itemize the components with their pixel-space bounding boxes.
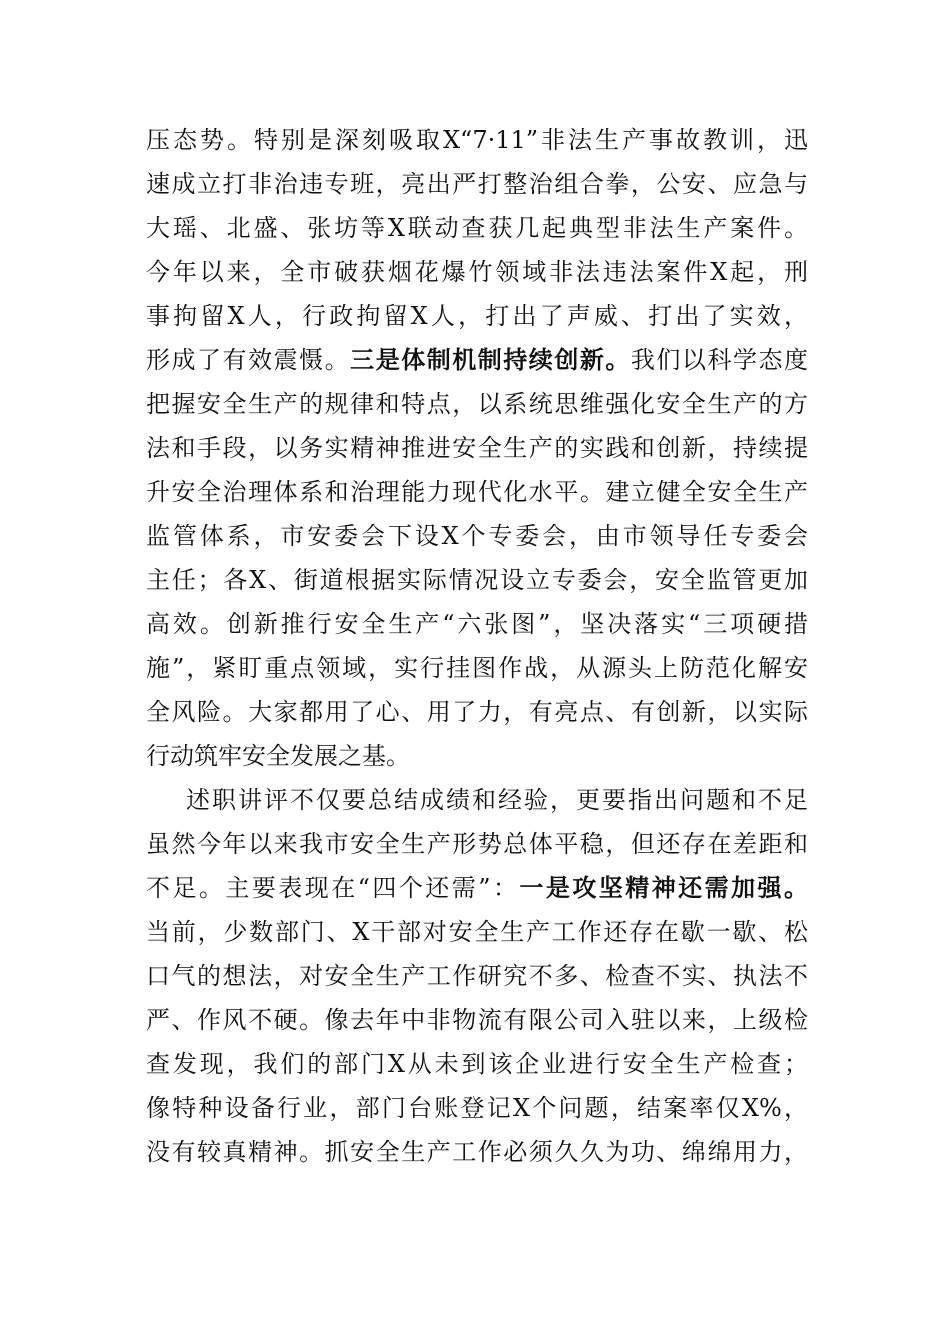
text-line: 查发现，我们的部门X从未到该企业进行安全生产检查； [146, 1050, 808, 1078]
text-line: 大瑶、北盛、张坊等X联动查获几起典型非法生产案件。 [146, 214, 808, 242]
text-line: 主任；各X、街道根据实际情况设立专委会，安全监管更加 [146, 566, 808, 594]
paragraph-first-line: 述职讲评不仅要总结成绩和经验，更要指出问题和不足 [186, 786, 808, 814]
text-line: 口气的想法，对安全生产工作研究不多、检查不实、执法不 [146, 962, 808, 990]
text-line: 当前，少数部门、X干部对安全生产工作还存在歇一歇、松 [146, 918, 808, 946]
text-line: 行动筑牢安全发展之基。 [146, 742, 410, 770]
text-line: 今年以来，全市破获烟花爆竹领域非法违法案件X起，刑 [146, 258, 808, 286]
text-line: 速成立打非治违专班，亮出严打整治组合拳，公安、应急与 [146, 170, 808, 198]
text-line: 把握安全生产的规律和特点，以系统思维强化安全生产的方 [146, 390, 808, 418]
emphasis-heading: 一是攻坚精神还需加强。 [519, 873, 809, 902]
text-line: 全风险。大家都用了心、用了力，有亮点、有创新，以实际 [146, 698, 808, 726]
text-line: 像特种设备行业，部门台账登记X个问题，结案率仅X%， [146, 1094, 808, 1122]
text-line: 形成了有效震慑。三是体制机制持续创新。我们以科学态度 [146, 345, 809, 374]
text-line: 压态势。特别是深刻吸取X“7·11”非法生产事故教训，迅 [146, 126, 808, 154]
text-line: 施”，紧盯重点领域，实行挂图作战，从源头上防范化解安 [146, 654, 808, 682]
emphasis-heading: 三是体制机制持续创新。 [350, 345, 631, 374]
text-line: 高效。创新推行安全生产“六张图”，坚决落实“三项硬措 [146, 610, 808, 638]
text-line: 不足。主要表现在“四个还需”：一是攻坚精神还需加强。 [146, 873, 809, 902]
text-line: 事拘留X人，行政拘留X人，打出了声威、打出了实效， [146, 302, 808, 330]
text-line: 虽然今年以来我市安全生产形势总体平稳，但还存在差距和 [146, 830, 808, 858]
text-line: 升安全治理体系和治理能力现代化水平。建立健全安全生产 [146, 478, 808, 506]
text-line: 严、作风不硬。像去年中非物流有限公司入驻以来，上级检 [146, 1006, 808, 1034]
text-line: 监管体系，市安委会下设X个专委会，由市领导任专委会 [146, 522, 808, 550]
text-line: 法和手段，以务实精神推进安全生产的实践和创新，持续提 [146, 434, 808, 462]
text-line: 没有较真精神。抓安全生产工作必须久久为功、绵绵用力， [146, 1138, 808, 1166]
